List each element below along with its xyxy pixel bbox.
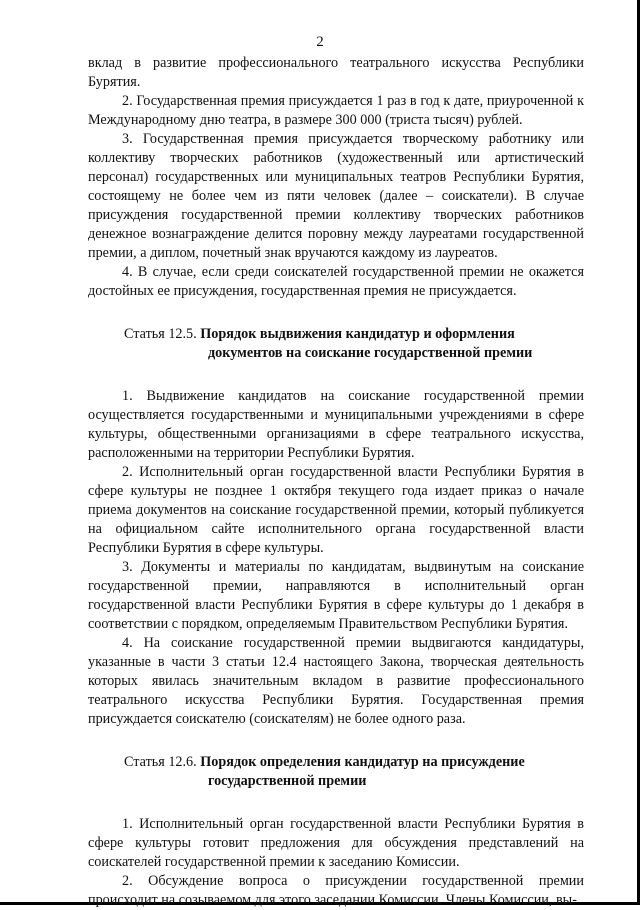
document-body xyxy=(88,54,584,910)
article-12-5-heading xyxy=(88,325,584,363)
article-12-6-number: Статья 12.6. xyxy=(124,754,197,770)
paragraph-12-4-part-3: 3. Государственная премия присуждается творческому работнику или коллективу творческих работников (художественный или артистический персонал) государственных или муниципальных театров Республики Бурятия, состоящему не более чем из пяти человек (далее – соискатели). В случае присуждения государственной премии коллективу творческих работников денежное вознаграждение делится поровну между лауреатами государственной премии, а диплом, почетный знак вручаются каждому из лауреатов. xyxy=(88,131,584,261)
paragraph-continuation: вклад в развитие профессионального театрального искусства Республики Бурятия. xyxy=(88,55,584,90)
paragraph-12-4-part-2: 2. Государственная премия присуждается 1 раз в год к дате, приуроченной к Международному дню театра, в размере 300 000 (триста тысяч) рублей. xyxy=(88,93,584,128)
paragraph-12-6-part-2: 2. Обсуждение вопроса о присуждении государственной премии происходит на созываемом для этого заседании Комиссии. Члены Комиссии, вы- xyxy=(88,873,584,908)
article-12-6-title-line1: Порядок определения кандидатур на присуждение xyxy=(200,754,525,770)
article-12-6-title-line2: государственной премии xyxy=(208,773,367,789)
paragraph-12-6-part-1: 1. Исполнительный орган государственной власти Республики Бурятия в сфере культуры готовит предложения для обсуждения представлений на соискателей государственной премии к заседанию Комиссии. xyxy=(88,816,584,870)
paragraph-12-5-part-3: 3. Документы и материалы по кандидатам, выдвинутым на соискание государственной премии, направляются в исполнительный орган государственной власти Республики Бурятия в сфере культуры до 1 декабря в соответствии с порядком, определяемым Правительством Республики Бурятия. xyxy=(88,559,584,632)
paragraph-12-5-part-2: 2. Исполнительный орган государственной власти Республики Бурятия в сфере культуры не позднее 1 октября текущего года издает приказ о начале приема документов на соискание государственной премии, который публикуется на официальном сайте исполнительного органа государственной власти Республики Бурятия в сфере культуры. xyxy=(88,464,584,556)
article-12-6-heading xyxy=(88,753,584,791)
page-number: 2 xyxy=(316,34,324,50)
paragraph-12-4-part-4: 4. В случае, если среди соискателей государственной премии не окажется достойных ее присуждения, государственная премия не присуждается. xyxy=(88,264,584,299)
paragraph-12-5-part-4: 4. На соискание государственной премии выдвигаются кандидатуры, указанные в части 3 статьи 12.4 настоящего Закона, творческая деятельность которых явилась значительным вкладом в развитие профессионального театрального искусства Республики Бурятия. Государственная премия присуждается соискателю (соискателям) не более одного раза. xyxy=(88,635,584,727)
article-12-5-number: Статья 12.5. xyxy=(124,326,197,342)
article-12-5-title-line2: документов на соискание государственной премии xyxy=(208,345,533,361)
paragraph-12-5-part-1: 1. Выдвижение кандидатов на соискание государственной премии осуществляется государственными и муниципальными учреждениями в сфере культуры, общественными организациями в сфере театрального искусства, расположенными на территории Республики Бурятия. xyxy=(88,388,584,461)
article-12-5-title-line1: Порядок выдвижения кандидатур и оформления xyxy=(200,326,515,342)
